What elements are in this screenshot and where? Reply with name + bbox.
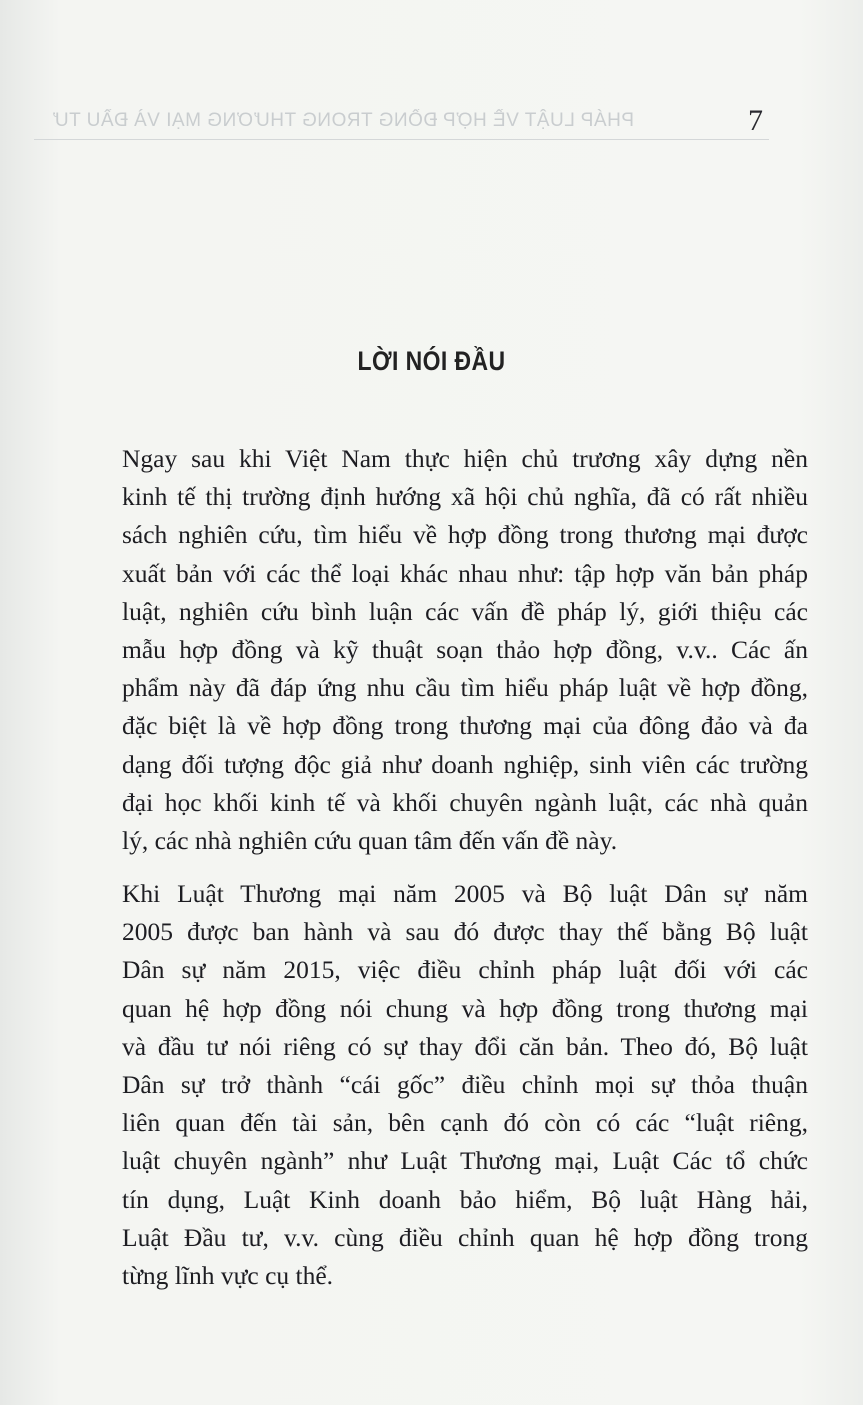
text-line: lý, các nhà nghiên cứu quan tâm đến vấn đề này.	[122, 825, 618, 855]
text-line: Luật Đầu tư, v.v. cùng điều chỉnh quan hệ hợp đồng trong	[122, 1222, 808, 1252]
text-line: sách nghiên cứu, tìm hiểu về hợp đồng trong thương mại được	[122, 520, 808, 550]
text-line: Dân sự trở thành “cái gốc” điều chỉnh mọi sự thỏa thuận	[122, 1070, 808, 1099]
paragraph-gap	[122, 860, 808, 875]
page-number: 7	[748, 104, 763, 137]
chapter-title: LỜI NÓI ĐẦU	[357, 346, 506, 376]
text-line: mẫu hợp đồng và kỹ thuật soạn thảo hợp đồng, v.v.. Các ấn	[122, 634, 808, 664]
text-line: Ngay sau khi Việt Nam thực hiện chủ trương xây dựng nền	[122, 444, 808, 473]
running-header	[34, 110, 769, 136]
text-line: kinh tế thị trường định hướng xã hội chủ nghĩa, đã có rất nhiều	[122, 482, 808, 512]
text-line: đại học khối kinh tế và khối chuyên ngành luật, các nhà quản	[122, 787, 808, 817]
text-line: luật, nghiên cứu bình luận các vấn đề pháp lý, giới thiệu các	[122, 596, 808, 626]
text-line: 2005 được ban hành và sau đó được thay thế bằng Bộ luật	[122, 917, 808, 947]
text-line: dạng đối tượng độc giả như doanh nghiệp, sinh viên các trường	[122, 749, 808, 779]
text-line: quan hệ hợp đồng nói chung và hợp đồng trong thương mại	[122, 993, 808, 1023]
body-text	[122, 440, 808, 1295]
text-line: đặc biệt là về hợp đồng trong thương mại của đông đảo và đa	[122, 711, 808, 741]
text-line: từng lĩnh vực cụ thể.	[122, 1260, 334, 1290]
text-line: liên quan đến tài sản, bên cạnh đó còn có các “luật riêng,	[122, 1108, 808, 1138]
text-line: Khi Luật Thương mại năm 2005 và Bộ luật Dân sự năm	[122, 879, 808, 909]
text-line: Dân sự năm 2015, việc điều chỉnh pháp luật đối với các	[122, 955, 808, 985]
paragraph	[122, 875, 808, 1295]
text-line: phẩm này đã đáp ứng nhu cầu tìm hiểu pháp luật về hợp đồng,	[122, 673, 808, 703]
text-line: tín dụng, Luật Kinh doanh bảo hiểm, Bộ luật Hàng hải,	[122, 1184, 808, 1214]
header-rule	[34, 139, 769, 140]
text-line: và đầu tư nói riêng có sự thay đổi căn bản. Theo đó, Bộ luật	[122, 1031, 808, 1061]
text-line: luật chuyên ngành” như Luật Thương mại, Luật Các tổ chức	[122, 1146, 808, 1176]
paragraph	[122, 440, 808, 860]
show-through-header-text: PHÁP LUẬT VỀ HỢP ĐỒNG TRONG THƯƠNG MẠI VÀ ĐẦU TƯ	[51, 110, 634, 131]
text-line: xuất bản với các thể loại khác nhau như: tập hợp văn bản pháp	[122, 558, 808, 588]
